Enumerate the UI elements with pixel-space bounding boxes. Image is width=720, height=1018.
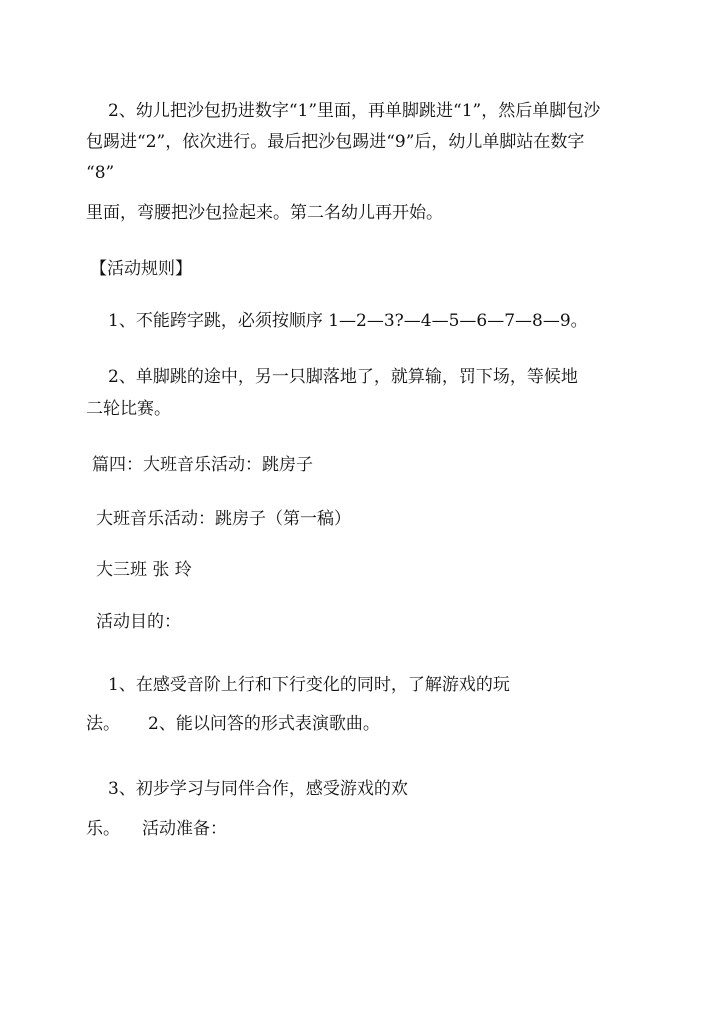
goals-heading: 活动目的：	[96, 612, 181, 632]
goal-item: 1、在感受音阶上行和下行变化的同时，了解游戏的玩	[108, 675, 510, 695]
section-heading: 活动准备：	[142, 819, 227, 839]
rules-heading: 【活动规则】	[90, 259, 192, 279]
paragraph-line: 里面，弯腰把沙包捡起来。第二名幼儿再开始。	[86, 203, 443, 223]
rule-item: 1、不能跨字跳，必须按顺序 1—2—3?—4—5—6—7—8—9。	[108, 311, 588, 331]
goal-item: 3、初步学习与同伴合作，感受游戏的欢	[108, 779, 408, 799]
section-title: 篇四：大班音乐活动：跳房子	[92, 455, 313, 475]
goal-item-continuation	[86, 713, 380, 735]
goal-item-continuation	[86, 818, 227, 840]
rule-item: 2、单脚跳的途中，另一只脚落地了，就算输，罚下场，等候地	[108, 367, 578, 387]
author-line: 大三班 张 玲	[96, 560, 192, 580]
goal-text: 2、能以问答的形式表演歌曲。	[148, 714, 380, 734]
goal-text: 乐。	[86, 819, 120, 839]
paragraph-line: 2、幼儿把沙包扔进数字“1”里面，再单脚跳进“1”，然后单脚包沙	[108, 101, 601, 121]
rule-item-continuation: 二轮比赛。	[86, 399, 171, 419]
subtitle: 大班音乐活动：跳房子（第一稿）	[96, 509, 351, 529]
paragraph-line: “8”	[86, 163, 115, 183]
goal-text: 法。	[86, 714, 120, 734]
paragraph-line: 包踢进“2”，依次进行。最后把沙包踢进“9”后，幼儿单脚站在数字	[86, 132, 585, 152]
